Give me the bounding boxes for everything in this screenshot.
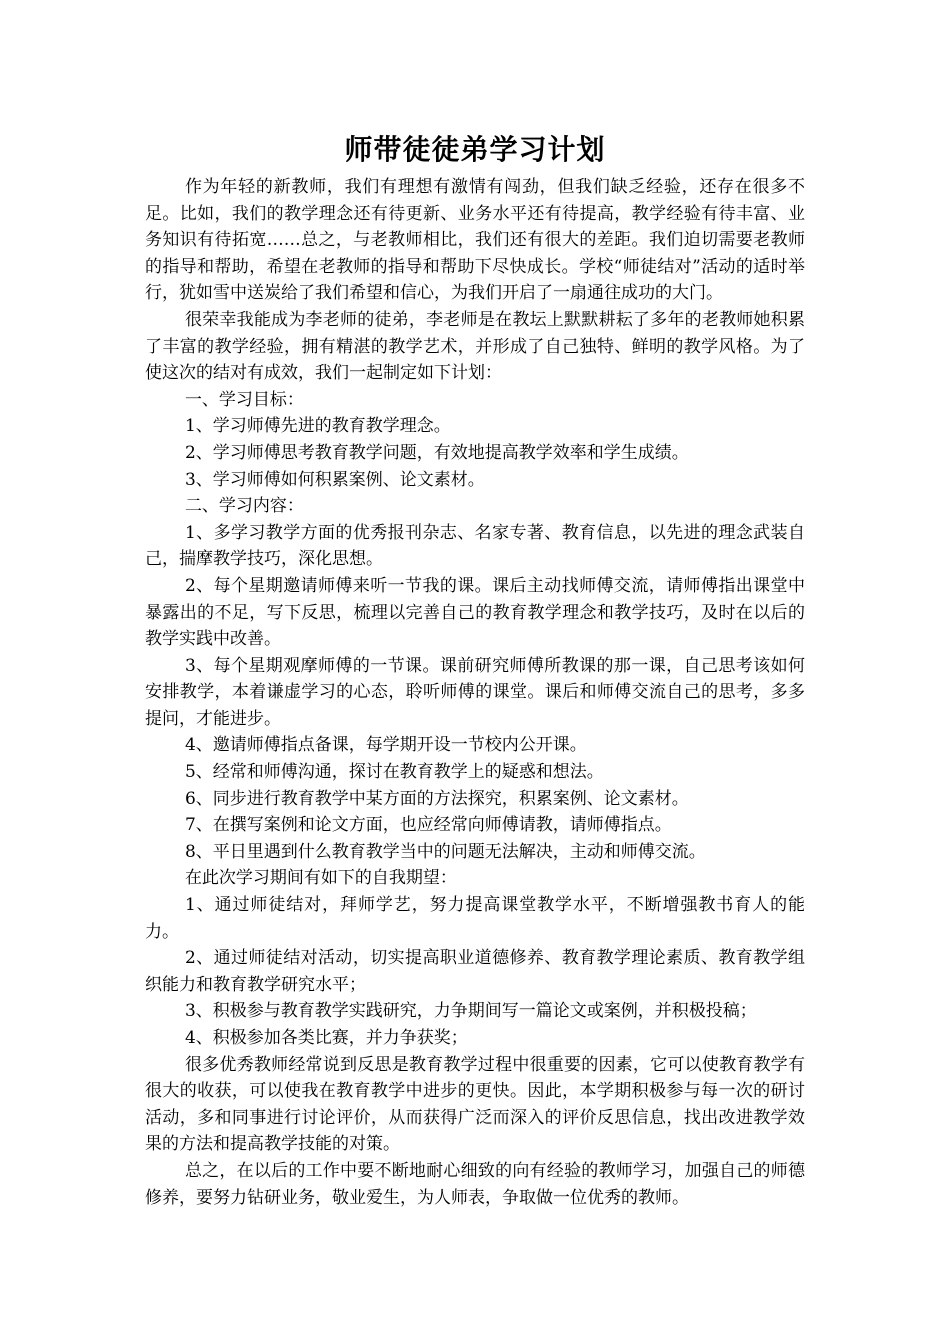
expectation-item: 2、通过师徒结对活动，切实提高职业道德修养、教育教学理论素质、教育教学组织能力和教育教学研究水平； [145,948,805,995]
document-body [145,174,805,1211]
content-item: 8、平日里遇到什么教育教学当中的问题无法解决，主动和师傅交流。 [184,841,706,862]
content-item: 3、每个星期观摩师傅的一节课。课前研究师傅所教课的那一课，自己思考该如何安排教学，本着谦虚学习的心态，聆听师傅的课堂。课后和师傅交流自己的思考，多多提问，才能进步。 [145,655,805,729]
content-item: 4、邀请师傅指点备课，每学期开设一节校内公开课。 [184,735,587,756]
goal-item: 1、学习师傅先进的教育教学理念。 [184,416,451,437]
content-item: 1、多学习教学方面的优秀报刊杂志、名家专著、教育信息，以先进的理念武装自己，揣摩教学技巧，深化思想。 [145,522,805,570]
document-title: 师带徒徒弟学习计划 [344,133,606,166]
paragraph-conclusion: 总之，在以后的工作中要不断地耐心细致的向有经验的教师学习，加强自己的师德修养，要努力钻研业务，敬业爱生，为人师表，争取做一位优秀的教师。 [145,1160,805,1208]
content-item: 2、每个星期邀请师傅来听一节我的课。课后主动找师傅交流，请师傅指出课堂中暴露出的不足，写下反思，梳理以完善自己的教育教学理念和教学技巧，及时在以后的教学实践中改善。 [145,575,805,650]
goal-item: 3、学习师傅如何积累案例、论文素材。 [184,469,485,490]
expectation-item: 4、积极参加各类比赛，并力争获奖； [184,1028,468,1048]
heading-content: 二、学习内容： [184,496,304,517]
paragraph-reflection: 很多优秀教师经常说到反思是教育教学过程中很重要的因素，它可以使教育教学有很大的收获，可以使我在教育教学中进步的更快。因此，本学期积极参与每一次的研讨活动，多和同事进行讨论评价，从而获得广泛而深入的评价反思信息，找出改进教学效果的方法和提高教学技能的对策。 [145,1054,805,1155]
heading-goals: 一、学习目标： [184,389,304,410]
document-page [145,128,805,1211]
paragraph-intro: 作为年轻的新教师，我们有理想有激情有闯劲，但我们缺乏经验，还存在很多不足。比如，我们的教学理念还有待更新、业务水平还有待提高，教学经验有待丰富、业务知识有待拓宽……总之，与老教师相比，我们还有很大的差距。我们迫切需要老教师的指导和帮助，希望在老教师的指导和帮助下尽快成长。学校“师徒结对”活动的适时举行，犹如雪中送炭给了我们希望和信心，为我们开启了一扇通往成功的大门。 [145,177,805,304]
content-item: 6、同步进行教育教学中某方面的方法探究，积累案例、论文素材。 [184,788,689,809]
paragraph-mentor: 很荣幸我能成为李老师的徒弟，李老师是在教坛上默默耕耘了多年的老教师她积累了丰富的教学经验，拥有精湛的教学艺术，并形成了自己独特、鲜明的教学风格。为了使这次的结对有成效，我们一起制定如下计划： [145,309,805,384]
goal-item: 2、学习师傅思考教育教学问题，有效地提高教学效率和学生成绩。 [184,442,689,463]
expectation-item: 3、积极参与教育教学实践研究，力争期间写一篇论文或案例，并积极投稿； [184,1001,757,1022]
expectation-item: 1、通过师徒结对，拜师学艺，努力提高课堂教学水平，不断增强教书育人的能力。 [145,895,805,942]
heading-expectations: 在此次学习期间有如下的自我期望： [184,868,457,889]
content-item: 7、在撰写案例和论文方面，也应经常向师傅请教，请师傅指点。 [184,815,672,836]
content-item: 5、经常和师傅沟通，探讨在教育教学上的疑惑和想法。 [184,762,604,783]
